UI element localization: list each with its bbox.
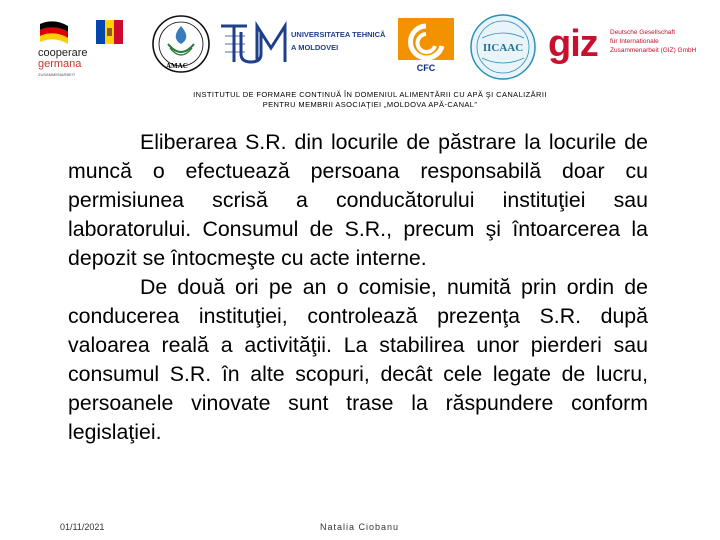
cfc-label: CFC (416, 63, 436, 73)
slide-body (68, 128, 648, 447)
cooperare-germana-logo (34, 16, 130, 78)
paragraph-release: Eliberarea S.R. din locurile de păstrare la locurile de muncă o efectuează persoana responsabilă doar cu permisiunea scrisă a conducătorului instituţiei sau laboratorului. Consumul de S.R., precum şi întoarcerea la depozit se întocmeşte cu acte interne. (68, 130, 648, 270)
institute-heading (150, 90, 590, 110)
amac-logo (146, 14, 216, 76)
cooperare-subtext: ZUSAMMENARBEIT (38, 72, 76, 77)
institute-line-2: PENTRU MEMBRII ASOCIAŢIEI „MOLDOVA APĂ-CANAL” (262, 100, 478, 109)
paragraph-commission: De două ori pe an o comisie, numită prin ordin de conducerea instituţiei, controlează prezenţa S.R. după valoarea reală a activităţii. La stabilirea unor pierderi sau consumul S.R. în alte scopuri, decât cele legate de lucru, persoanele vinovate sunt trase la răspundere conform legislaţiei. (68, 275, 648, 444)
utm-monogram-icon (217, 18, 289, 68)
giz-subtext: Deutsche Gesellschaft für Internationale Zusammenarbeit (GIZ) GmbH (610, 29, 697, 54)
utm-logo (217, 18, 386, 68)
footer-author: Natalia Ciobanu (320, 522, 400, 532)
giz-wordmark: giz (548, 23, 598, 65)
partner-logos-bar (0, 0, 720, 90)
institute-line-1: INSTITUTUL DE FORMARE CONTINUĂ ÎN DOMENIUL ALIMENTĂRII CU APĂ ŞI CANALIZĂRII (193, 90, 547, 99)
amac-label: AMAC (166, 62, 188, 70)
giz-logo (548, 20, 718, 70)
icaac-logo (468, 12, 538, 82)
flags-icon (34, 16, 130, 48)
icaac-label: IICAAC (482, 42, 524, 54)
footer-date: 01/11/2021 (60, 522, 105, 532)
cooperare-text: cooperare germana (38, 47, 88, 70)
cfc-logo (396, 16, 456, 76)
utm-text: UNIVERSITATEA TEHNICĂ A MOLDOVEI (291, 30, 386, 52)
icaac-emblem-icon (468, 12, 538, 82)
